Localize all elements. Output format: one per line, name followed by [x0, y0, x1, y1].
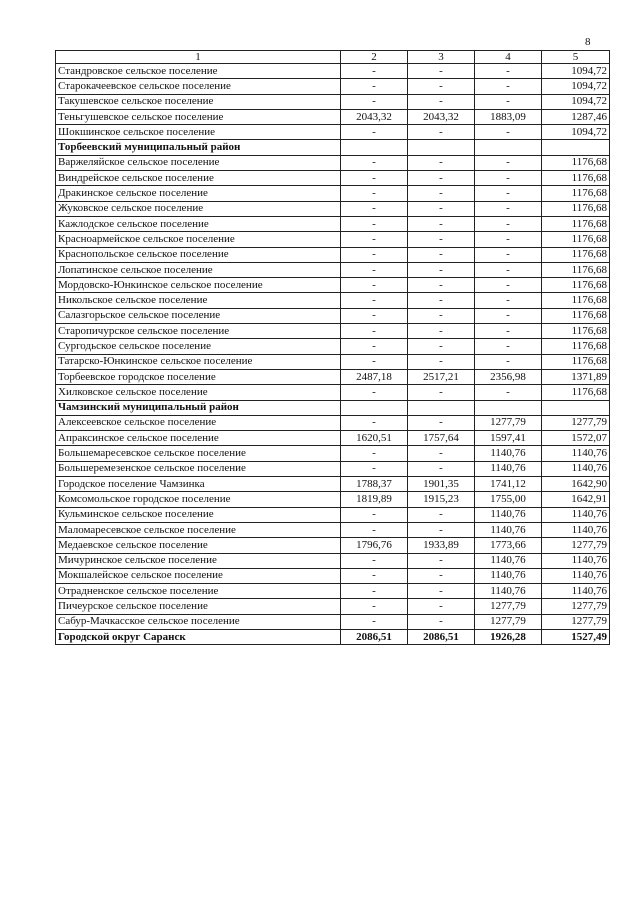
- value-col2-cell: 2487,18: [341, 369, 408, 384]
- value-col5-cell: 1140,76: [542, 522, 610, 537]
- value-col2-cell: -: [341, 354, 408, 369]
- table-row: [56, 568, 610, 583]
- value-col3-cell: [408, 400, 475, 415]
- settlement-name-cell: Краснопольское сельское поселение: [56, 247, 341, 262]
- table-row: [56, 171, 610, 186]
- settlement-name-cell: Кульминское сельское поселение: [56, 507, 341, 522]
- settlement-name-cell: Татарско-Юнкинское сельское поселение: [56, 354, 341, 369]
- settlement-name-cell: Медаевское сельское поселение: [56, 538, 341, 553]
- value-col5-cell: 1094,72: [542, 94, 610, 109]
- value-col4-cell: 1926,28: [475, 629, 542, 644]
- value-col5-cell: 1642,91: [542, 492, 610, 507]
- value-col4-cell: -: [475, 186, 542, 201]
- value-col5-cell: 1642,90: [542, 477, 610, 492]
- settlement-name-cell: Апраксинское сельское поселение: [56, 431, 341, 446]
- value-col4-cell: 1773,66: [475, 538, 542, 553]
- value-col5-cell: 1176,68: [542, 186, 610, 201]
- value-col2-cell: -: [341, 262, 408, 277]
- table-row: [56, 431, 610, 446]
- settlement-name-cell: Кажлодское сельское поселение: [56, 216, 341, 231]
- settlement-name-cell: Торбеевский муниципальный район: [56, 140, 341, 155]
- settlement-name-cell: Старопичурское сельское поселение: [56, 324, 341, 339]
- value-col2-cell: -: [341, 446, 408, 461]
- table-row: [56, 477, 610, 492]
- table-row: [56, 94, 610, 109]
- value-col4-cell: 1755,00: [475, 492, 542, 507]
- value-col3-cell: -: [408, 599, 475, 614]
- value-col2-cell: 1620,51: [341, 431, 408, 446]
- table-row: [56, 201, 610, 216]
- value-col4-cell: -: [475, 201, 542, 216]
- table-row: [56, 538, 610, 553]
- settlement-name-cell: Никольское сельское поселение: [56, 293, 341, 308]
- value-col4-cell: -: [475, 385, 542, 400]
- settlement-name-cell: Красноармейское сельское поселение: [56, 232, 341, 247]
- column-header: 1: [56, 51, 341, 64]
- value-col2-cell: -: [341, 507, 408, 522]
- value-col5-cell: 1140,76: [542, 446, 610, 461]
- value-col2-cell: -: [341, 171, 408, 186]
- value-col5-cell: 1140,76: [542, 553, 610, 568]
- value-col4-cell: 1277,79: [475, 415, 542, 430]
- settlement-name-cell: Мокшалейское сельское поселение: [56, 568, 341, 583]
- value-col2-cell: -: [341, 324, 408, 339]
- table-row: [56, 339, 610, 354]
- value-col5-cell: 1371,89: [542, 369, 610, 384]
- settlement-name-cell: Городское поселение Чамзинка: [56, 477, 341, 492]
- value-col4-cell: 1597,41: [475, 431, 542, 446]
- value-col2-cell: 1796,76: [341, 538, 408, 553]
- value-col5-cell: 1094,72: [542, 79, 610, 94]
- value-col5-cell: 1140,76: [542, 461, 610, 476]
- value-col4-cell: 1140,76: [475, 461, 542, 476]
- value-col3-cell: -: [408, 308, 475, 323]
- value-col2-cell: -: [341, 293, 408, 308]
- column-header: 5: [542, 51, 610, 64]
- value-col5-cell: 1277,79: [542, 599, 610, 614]
- settlement-name-cell: Лопатинское сельское поселение: [56, 262, 341, 277]
- settlement-name-cell: Теньгушевское сельское поселение: [56, 109, 341, 124]
- table-row: [56, 553, 610, 568]
- settlement-name-cell: Мордовско-Юнкинское сельское поселение: [56, 278, 341, 293]
- value-col2-cell: [341, 140, 408, 155]
- value-col2-cell: -: [341, 461, 408, 476]
- settlement-name-cell: Салазгорьское сельское поселение: [56, 308, 341, 323]
- value-col4-cell: -: [475, 79, 542, 94]
- table-row: [56, 155, 610, 170]
- value-col4-cell: -: [475, 293, 542, 308]
- value-col4-cell: -: [475, 308, 542, 323]
- settlement-name-cell: Большемаресевское сельское поселение: [56, 446, 341, 461]
- value-col5-cell: 1176,68: [542, 324, 610, 339]
- value-col2-cell: -: [341, 599, 408, 614]
- value-col3-cell: [408, 140, 475, 155]
- value-col2-cell: -: [341, 247, 408, 262]
- value-col5-cell: 1176,68: [542, 293, 610, 308]
- value-col5-cell: 1277,79: [542, 538, 610, 553]
- table-row: [56, 293, 610, 308]
- value-col4-cell: 1140,76: [475, 446, 542, 461]
- value-col2-cell: -: [341, 216, 408, 231]
- table-row: [56, 614, 610, 629]
- column-header: 3: [408, 51, 475, 64]
- value-col5-cell: 1527,49: [542, 629, 610, 644]
- value-col2-cell: -: [341, 79, 408, 94]
- value-col5-cell: 1140,76: [542, 568, 610, 583]
- value-col5-cell: 1176,68: [542, 385, 610, 400]
- table-row: [56, 584, 610, 599]
- value-col2-cell: -: [341, 232, 408, 247]
- value-col3-cell: -: [408, 339, 475, 354]
- settlement-name-cell: Виндрейское сельское поселение: [56, 171, 341, 186]
- value-col2-cell: -: [341, 568, 408, 583]
- table-row: [56, 446, 610, 461]
- value-col3-cell: 2043,32: [408, 109, 475, 124]
- table-row: [56, 278, 610, 293]
- value-col4-cell: 1277,79: [475, 599, 542, 614]
- value-col4-cell: 2356,98: [475, 369, 542, 384]
- value-col2-cell: -: [341, 308, 408, 323]
- table-row: [56, 109, 610, 124]
- value-col3-cell: 1915,23: [408, 492, 475, 507]
- value-col2-cell: -: [341, 584, 408, 599]
- settlement-name-cell: Маломаресевское сельское поселение: [56, 522, 341, 537]
- value-col3-cell: -: [408, 247, 475, 262]
- value-col2-cell: -: [341, 415, 408, 430]
- settlement-name-cell: Комсомольское городское поселение: [56, 492, 341, 507]
- table-row: [56, 79, 610, 94]
- value-col5-cell: 1277,79: [542, 614, 610, 629]
- column-header: 4: [475, 51, 542, 64]
- value-col3-cell: 1901,35: [408, 477, 475, 492]
- settlement-name-cell: Варжеляйское сельское поселение: [56, 155, 341, 170]
- value-col4-cell: [475, 140, 542, 155]
- table-row: [56, 186, 610, 201]
- column-header: 2: [341, 51, 408, 64]
- value-col5-cell: 1572,07: [542, 431, 610, 446]
- value-col3-cell: -: [408, 354, 475, 369]
- table-row: [56, 125, 610, 140]
- value-col5-cell: 1176,68: [542, 278, 610, 293]
- value-col3-cell: 2517,21: [408, 369, 475, 384]
- value-col2-cell: 1819,89: [341, 492, 408, 507]
- value-col2-cell: -: [341, 64, 408, 79]
- value-col2-cell: -: [341, 125, 408, 140]
- value-col5-cell: 1094,72: [542, 64, 610, 79]
- value-col3-cell: -: [408, 461, 475, 476]
- value-col5-cell: 1140,76: [542, 507, 610, 522]
- page-number: 8: [585, 36, 591, 48]
- table-row: [56, 385, 610, 400]
- value-col3-cell: -: [408, 553, 475, 568]
- value-col3-cell: 2086,51: [408, 629, 475, 644]
- table-row: [56, 354, 610, 369]
- table-row: [56, 262, 610, 277]
- value-col3-cell: -: [408, 385, 475, 400]
- value-col3-cell: -: [408, 216, 475, 231]
- section-row: [56, 140, 610, 155]
- section-row: [56, 400, 610, 415]
- value-col4-cell: -: [475, 171, 542, 186]
- value-col4-cell: -: [475, 64, 542, 79]
- value-col3-cell: -: [408, 614, 475, 629]
- value-col4-cell: 1883,09: [475, 109, 542, 124]
- value-col4-cell: -: [475, 155, 542, 170]
- value-col2-cell: -: [341, 201, 408, 216]
- settlement-name-cell: Алексеевское сельское поселение: [56, 415, 341, 430]
- value-col2-cell: -: [341, 522, 408, 537]
- value-col5-cell: 1176,68: [542, 354, 610, 369]
- header-row: [56, 51, 610, 64]
- settlement-name-cell: Мичуринское сельское поселение: [56, 553, 341, 568]
- value-col5-cell: 1176,68: [542, 171, 610, 186]
- table-row: [56, 308, 610, 323]
- value-col4-cell: -: [475, 232, 542, 247]
- value-col5-cell: 1176,68: [542, 232, 610, 247]
- table-row: [56, 324, 610, 339]
- value-col2-cell: -: [341, 553, 408, 568]
- settlement-name-cell: Городской округ Саранск: [56, 629, 341, 644]
- value-col5-cell: [542, 400, 610, 415]
- value-col2-cell: -: [341, 614, 408, 629]
- table-row: [56, 599, 610, 614]
- value-col3-cell: -: [408, 171, 475, 186]
- value-col3-cell: -: [408, 94, 475, 109]
- settlement-name-cell: Пичеурское сельское поселение: [56, 599, 341, 614]
- table-row: [56, 492, 610, 507]
- value-col4-cell: -: [475, 94, 542, 109]
- value-col3-cell: -: [408, 293, 475, 308]
- value-col3-cell: -: [408, 232, 475, 247]
- value-col4-cell: 1140,76: [475, 568, 542, 583]
- settlement-name-cell: Жуковское сельское поселение: [56, 201, 341, 216]
- settlement-name-cell: Отрадненское сельское поселение: [56, 584, 341, 599]
- value-col3-cell: -: [408, 278, 475, 293]
- settlement-name-cell: Старокачеевское сельское поселение: [56, 79, 341, 94]
- value-col5-cell: 1277,79: [542, 415, 610, 430]
- value-col5-cell: 1176,68: [542, 216, 610, 231]
- value-col3-cell: 1933,89: [408, 538, 475, 553]
- value-col4-cell: 1140,76: [475, 553, 542, 568]
- value-col2-cell: -: [341, 186, 408, 201]
- value-col4-cell: -: [475, 339, 542, 354]
- table-row: [56, 247, 610, 262]
- settlement-name-cell: Торбеевское городское поселение: [56, 369, 341, 384]
- value-col5-cell: 1140,76: [542, 584, 610, 599]
- value-col2-cell: [341, 400, 408, 415]
- value-col5-cell: 1287,46: [542, 109, 610, 124]
- value-col4-cell: -: [475, 324, 542, 339]
- value-col3-cell: -: [408, 64, 475, 79]
- value-col4-cell: 1277,79: [475, 614, 542, 629]
- value-col5-cell: 1176,68: [542, 155, 610, 170]
- value-col5-cell: 1094,72: [542, 125, 610, 140]
- value-col5-cell: [542, 140, 610, 155]
- value-col3-cell: -: [408, 79, 475, 94]
- total-row: [56, 629, 610, 644]
- table-row: [56, 522, 610, 537]
- value-col3-cell: 1757,64: [408, 431, 475, 446]
- settlement-name-cell: Дракинское сельское поселение: [56, 186, 341, 201]
- settlement-name-cell: Шокшинское сельское поселение: [56, 125, 341, 140]
- tariff-table: [55, 50, 610, 645]
- settlement-name-cell: Хилковское сельское поселение: [56, 385, 341, 400]
- value-col2-cell: -: [341, 155, 408, 170]
- value-col2-cell: 2043,32: [341, 109, 408, 124]
- value-col4-cell: -: [475, 125, 542, 140]
- value-col3-cell: -: [408, 155, 475, 170]
- value-col4-cell: [475, 400, 542, 415]
- value-col2-cell: -: [341, 278, 408, 293]
- value-col5-cell: 1176,68: [542, 339, 610, 354]
- value-col4-cell: -: [475, 247, 542, 262]
- table-row: [56, 461, 610, 476]
- settlement-name-cell: Чамзинский муниципальный район: [56, 400, 341, 415]
- value-col4-cell: -: [475, 354, 542, 369]
- table-row: [56, 232, 610, 247]
- value-col5-cell: 1176,68: [542, 247, 610, 262]
- settlement-name-cell: Такушевское сельское поселение: [56, 94, 341, 109]
- settlement-name-cell: Большеремезенское сельское поселение: [56, 461, 341, 476]
- value-col3-cell: -: [408, 446, 475, 461]
- table-row: [56, 64, 610, 79]
- value-col4-cell: 1140,76: [475, 584, 542, 599]
- value-col2-cell: -: [341, 94, 408, 109]
- settlement-name-cell: Сургодьское сельское поселение: [56, 339, 341, 354]
- value-col4-cell: 1741,12: [475, 477, 542, 492]
- value-col3-cell: -: [408, 125, 475, 140]
- value-col3-cell: -: [408, 262, 475, 277]
- value-col4-cell: -: [475, 216, 542, 231]
- value-col4-cell: 1140,76: [475, 507, 542, 522]
- value-col4-cell: 1140,76: [475, 522, 542, 537]
- value-col3-cell: -: [408, 324, 475, 339]
- settlement-name-cell: Сабур-Мачкасское сельское поселение: [56, 614, 341, 629]
- value-col3-cell: -: [408, 201, 475, 216]
- value-col5-cell: 1176,68: [542, 262, 610, 277]
- value-col3-cell: -: [408, 568, 475, 583]
- value-col3-cell: -: [408, 522, 475, 537]
- table-row: [56, 415, 610, 430]
- value-col5-cell: 1176,68: [542, 308, 610, 323]
- table-row: [56, 507, 610, 522]
- value-col2-cell: 2086,51: [341, 629, 408, 644]
- value-col3-cell: -: [408, 415, 475, 430]
- value-col3-cell: -: [408, 507, 475, 522]
- value-col2-cell: 1788,37: [341, 477, 408, 492]
- table-row: [56, 369, 610, 384]
- value-col3-cell: -: [408, 186, 475, 201]
- value-col4-cell: -: [475, 278, 542, 293]
- table-row: [56, 216, 610, 231]
- value-col2-cell: -: [341, 385, 408, 400]
- value-col3-cell: -: [408, 584, 475, 599]
- value-col5-cell: 1176,68: [542, 201, 610, 216]
- value-col4-cell: -: [475, 262, 542, 277]
- settlement-name-cell: Стандровское сельское поселение: [56, 64, 341, 79]
- value-col2-cell: -: [341, 339, 408, 354]
